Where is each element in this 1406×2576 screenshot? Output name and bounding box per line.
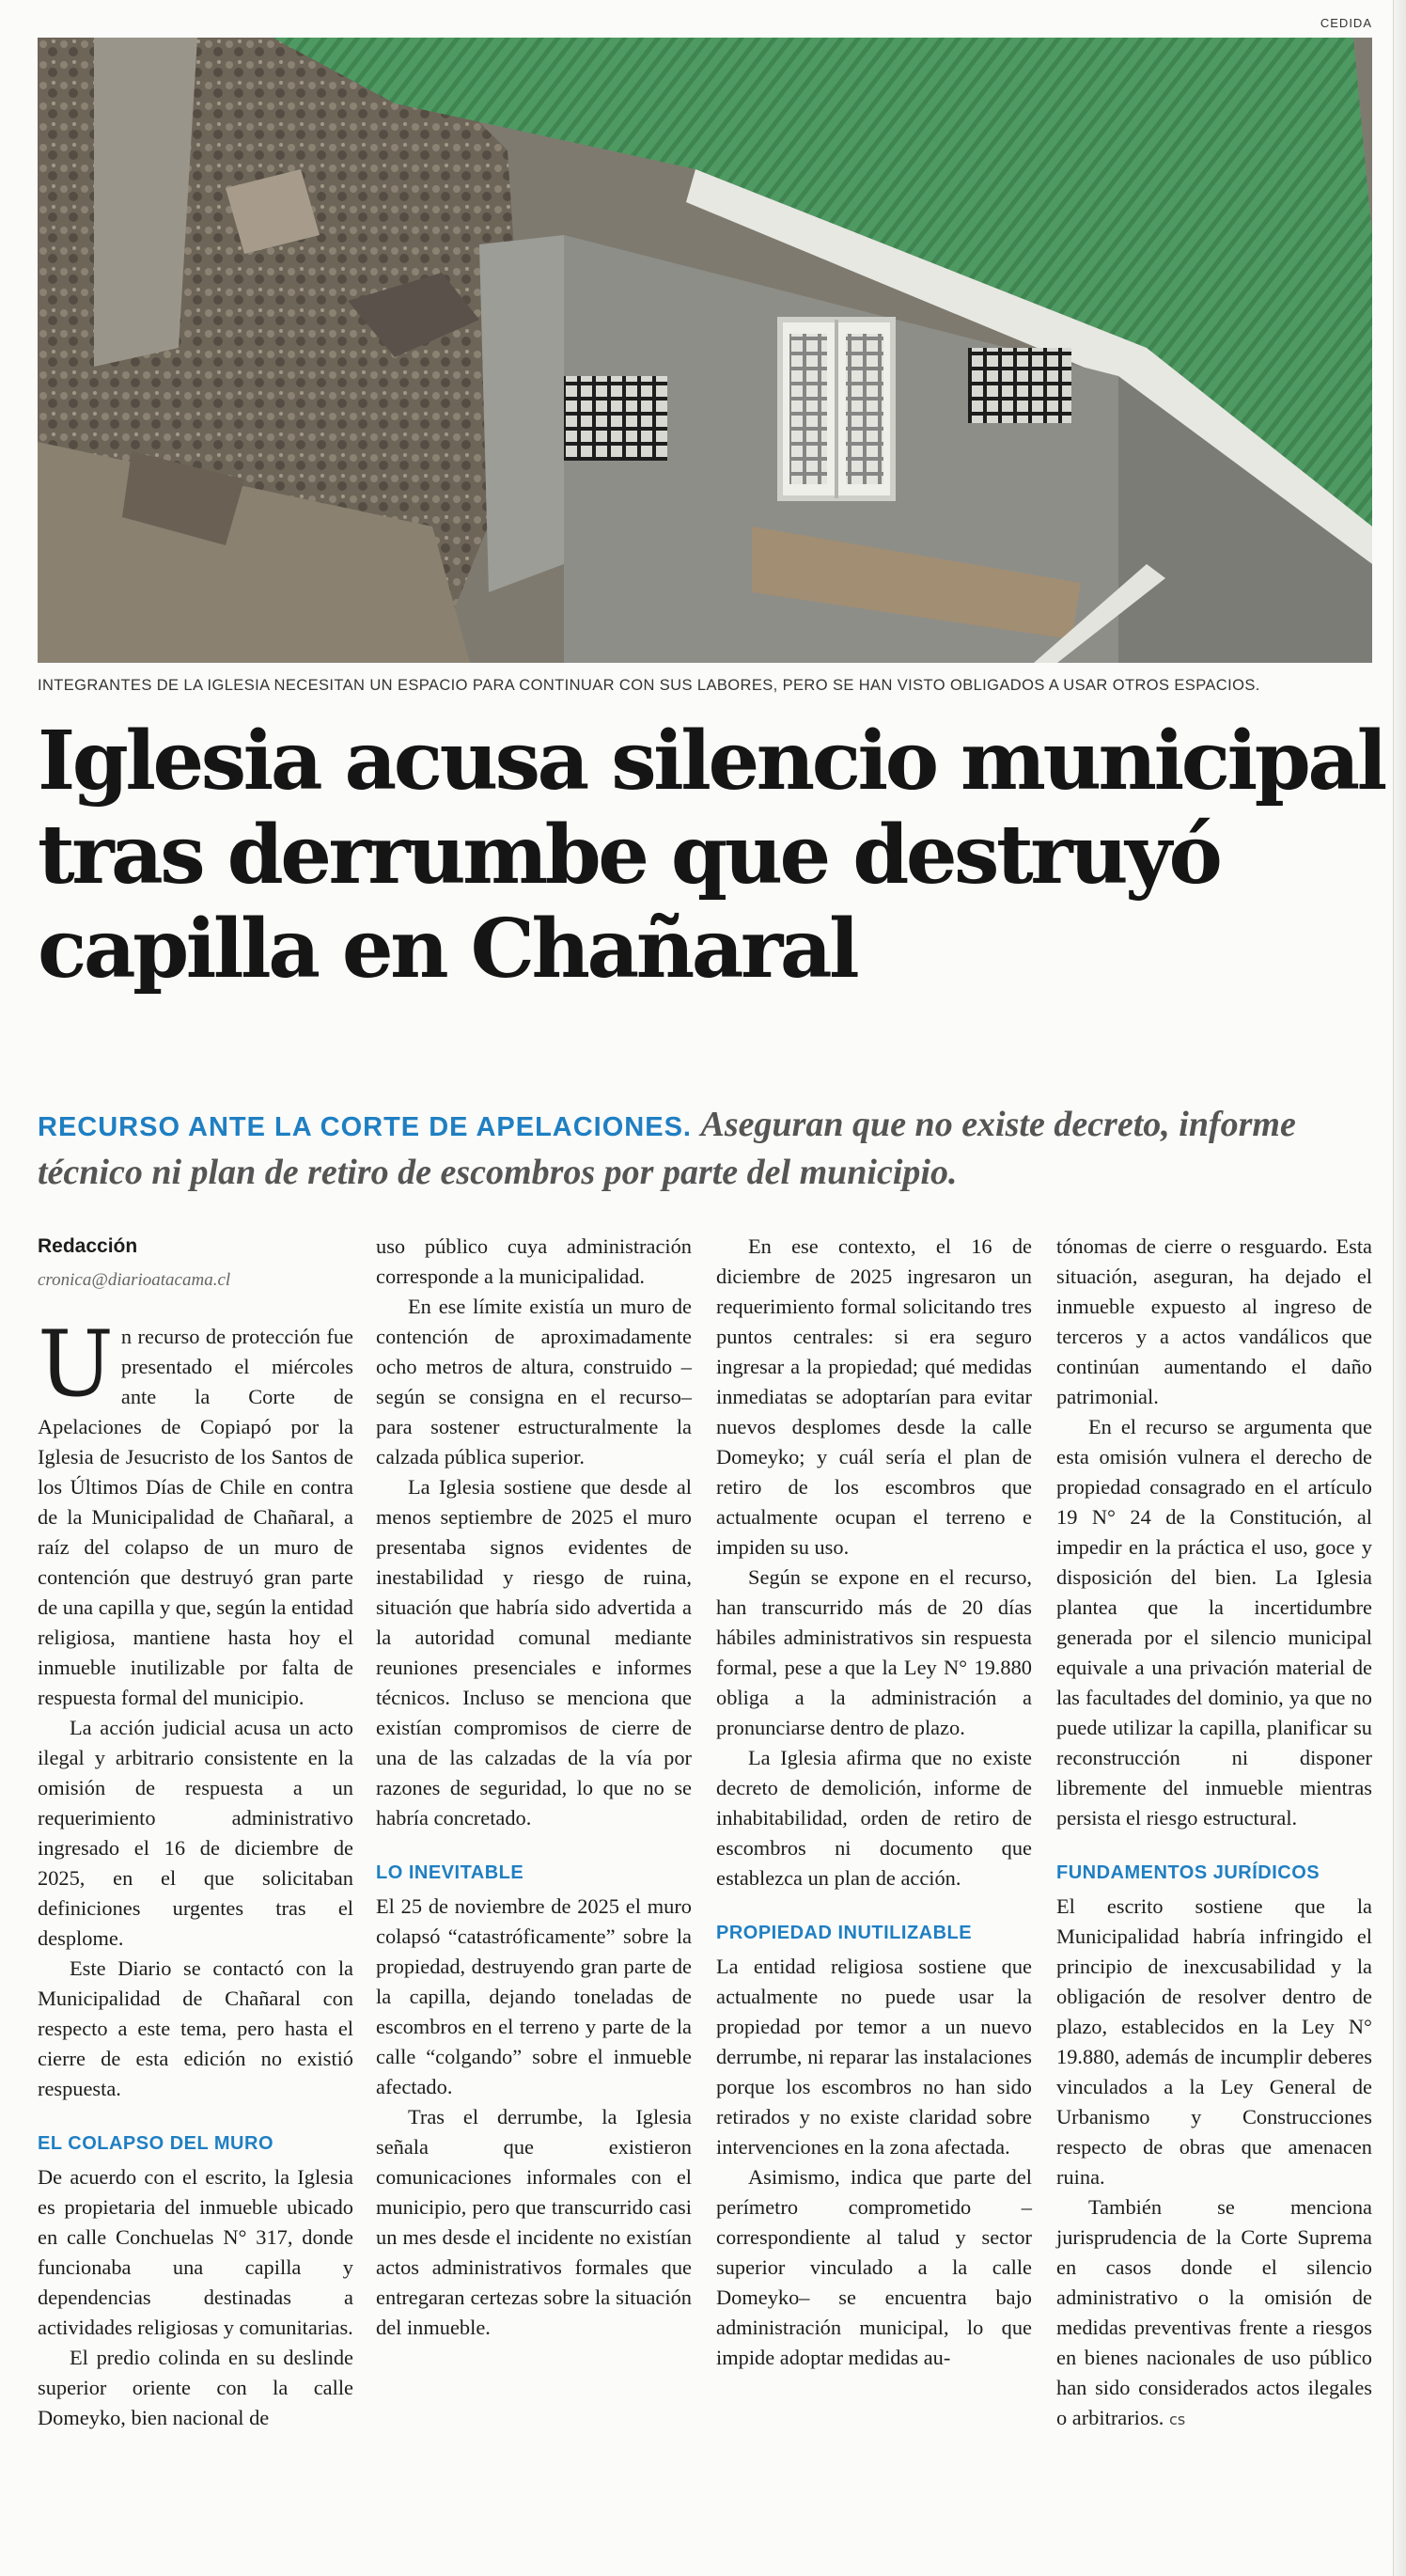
author-email: cronica@diarioatacama.cl: [38, 1270, 231, 1290]
subhead: EL COLAPSO DEL MURO: [38, 2133, 274, 2154]
article-column-4: [1056, 1232, 1372, 2435]
article-photo: [38, 38, 1372, 663]
paragraph-text: n recurso de protección fue presentado el miércoles ante la Corte de Apelaciones de Copiapó por la Iglesia de Jesucristo de los Santos de los Últimos Días de Chile en contra de la Municipalidad de Chañaral, a raíz del colapso de un muro de contención que destruyó gran parte de una capilla y que, según la entidad religiosa, mantiene hasta hoy el inmueble inutilizable por falta de respuesta formal del municipio.: [38, 1325, 353, 1709]
article-column-1: [38, 1232, 353, 2433]
paragraph-text: También se menciona jurisprudencia de la Corte Suprema en casos donde el silencio administrativo o la omisión de medidas preventivas frente a riesgos en bienes nacionales de uso público han sido considerados actos ilegales o arbitrarios.: [1056, 2195, 1372, 2429]
subhead: LO INEVITABLE: [376, 1862, 524, 1883]
paragraph: En el recurso se argumenta que esta omisión vulnera el derecho de propiedad consagrado en el artículo 19 N° 24 de la Constitución, al impedir en la práctica el uso, goce y disposición del bien. La Iglesia plantea que la incertidumbre generada por el silencio municipal equivale a una privación material de las facultades del dominio, ya que no puede utilizar la capilla, planificar su reconstrucción ni disponer libremente del inmueble mientras persista el riesgo estructural.: [1056, 1415, 1372, 1830]
paragraph: Asimismo, indica que parte del perímetro comprometido –correspondiente al talud y sector superior vinculado a la calle Domeyko– se encuentra bajo administración municipal, lo que impide adoptar medidas au-: [716, 2165, 1032, 2369]
paragraph: La Iglesia sostiene que desde al menos septiembre de 2025 el muro presentaba signos evidentes de inestabilidad y riesgo de ruina, situación que habría sido advertida a la autoridad comunal mediante reuniones presenciales e informes técnicos. Incluso se menciona que existían compromisos de cierre de una de las calzadas de la vía por razones de seguridad, lo que no se habría concretado.: [376, 1475, 692, 1830]
paragraph: El 25 de noviembre de 2025 el muro colapsó “catastróficamente” sobre la propiedad, destruyendo gran parte de la capilla, dejando toneladas de escombros en el terreno y parte de la calle “colgando” sobre el inmueble afectado.: [376, 1894, 692, 2098]
paragraph: La Iglesia afirma que no existe decreto de demolición, informe de inhabitabilidad, orden de retiro de escombros ni documento que establezca un plan de acción.: [716, 1746, 1032, 1890]
headline-line: Iglesia acusa silencio municipal: [38, 714, 1384, 809]
end-mark-icon: cs: [1169, 2411, 1186, 2428]
paragraph: Según se expone en el recurso, han transcurrido más de 20 días hábiles administrativos sin respuesta formal, pese a que la Ley N° 19.880 obliga a la administración a pronunciarse dentro de plazo.: [716, 1565, 1032, 1739]
paragraph: De acuerdo con el escrito, la Iglesia es propietaria del inmueble ubicado en calle Conchuelas N° 317, donde funcionaba una capilla y dependencias destinadas a actividades religiosas y comunitarias.: [38, 2165, 353, 2339]
subhead: FUNDAMENTOS JURÍDICOS: [1056, 1862, 1320, 1883]
adjacent-page-edge: [1393, 0, 1406, 2576]
paragraph: En ese contexto, el 16 de diciembre de 2025 ingresaron un requerimiento formal solicitando tres puntos centrales: si era seguro ingresar a la propiedad; qué medidas inmediatas se adoptarían para evitar nuevos desplomes desde la calle Domeyko; y cuál sería el plan de retiro de los escombros que actualmente ocupan el terreno e impiden su uso.: [716, 1234, 1032, 1559]
paragraph: En ese límite existía un muro de contención de aproximadamente ocho metros de altura, construido –según se consigna en el recurso– para sostener estructuralmente la calzada pública superior.: [376, 1295, 692, 1469]
byline: Redacción: [38, 1235, 138, 1257]
paragraph: uso público cuya administración corresponde a la municipalidad.: [376, 1234, 692, 1288]
paragraph: Este Diario se contactó con la Municipalidad de Chañaral con respecto a este tema, pero hasta el cierre de esta edición no existió respuesta.: [38, 1956, 353, 2100]
subhead: PROPIEDAD INUTILIZABLE: [716, 1923, 973, 1943]
headline-line: capilla en Chañaral: [38, 902, 857, 997]
photo-credit: CEDIDA: [1320, 16, 1372, 30]
article-column-3: [716, 1232, 1032, 2373]
article-column-2: [376, 1232, 692, 2343]
paragraph: Tras el derrumbe, la Iglesia señala que existieron comunicaciones informales con el municipio, pero que transcurrido casi un mes desde el incidente no existían actos administrativos formales que entregaran certezas sobre la situación del inmueble.: [376, 2105, 692, 2339]
headline-line: tras derrumbe que destruyó: [38, 808, 1220, 903]
deck: [38, 1102, 1372, 1195]
deck-text: Aseguran que no existe decreto, informe técnico ni plan de retiro de escombros por parte del municipio.: [38, 1105, 1296, 1192]
photo-caption: INTEGRANTES DE LA IGLESIA NECESITAN UN ESPACIO PARA CONTINUAR CON SUS LABORES, PERO SE HAN VISTO OBLIGADOS A USAR OTROS ESPACIOS.: [38, 677, 1260, 694]
headline: [38, 714, 1384, 997]
paragraph: El escrito sostiene que la Municipalidad habría infringido el principio de inexcusabilidad y la obligación de resolver dentro de plazo, establecidos en la Ley N° 19.880, además de incumplir deberes vinculados a la Ley General de Urbanismo y Construcciones respecto de obras que amenacen ruina.: [1056, 1894, 1372, 2189]
paragraph: El predio colinda en su deslinde superior oriente con la calle Domeyko, bien nacional de: [38, 2346, 353, 2429]
deck-kicker: RECURSO ANTE LA CORTE DE APELACIONES.: [38, 1112, 692, 1142]
drop-cap: U: [38, 1312, 114, 1417]
paragraph: La acción judicial acusa un acto ilegal y arbitrario consistente en la omisión de respuesta a un requerimiento administrativo ingresado el 16 de diciembre de 2025, en el que solicitaban definiciones urgentes tras el desplome.: [38, 1716, 353, 1950]
collapsed-chapel-photo: [38, 38, 1372, 663]
paragraph: tónomas de cierre o resguardo. Esta situación, aseguran, ha dejado el inmueble expuesto al ingreso de terceros y a actos vandálicos que continúan aumentando el daño patrimonial.: [1056, 1234, 1372, 1408]
paragraph: La entidad religiosa sostiene que actualmente no puede usar la propiedad por temor a un nuevo derrumbe, ni reparar las instalaciones porque los escombros no han sido retirados y no existe claridad sobre intervenciones en la zona afectada.: [716, 1955, 1032, 2159]
paragraph: [1056, 2192, 1372, 2435]
paragraph: [38, 1312, 353, 1713]
